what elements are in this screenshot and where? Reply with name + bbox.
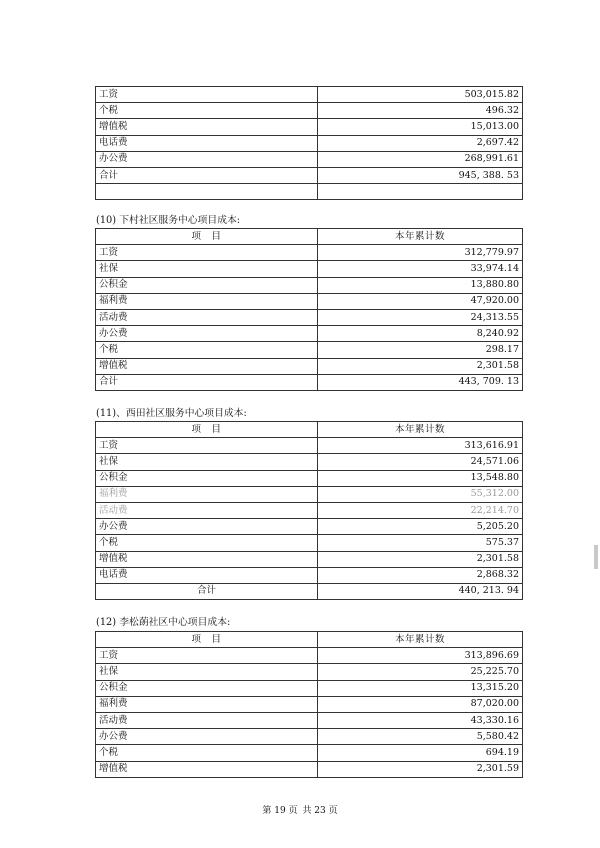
item-cell: 公积金 xyxy=(96,277,318,293)
item-cell: 福利费 xyxy=(96,293,318,309)
page-footer xyxy=(0,803,600,816)
table-row xyxy=(96,761,523,777)
amount-cell: 268,991.61 xyxy=(318,151,523,167)
amount-cell: 440, 213. 94 xyxy=(318,583,523,599)
item-cell: 电话费 xyxy=(96,135,318,151)
amount-cell: 24,313.55 xyxy=(318,309,523,325)
item-cell: 合计 xyxy=(96,167,318,183)
table-row xyxy=(96,151,523,167)
amount-cell: 13,880.80 xyxy=(318,277,523,293)
page-total: 共 23 页 xyxy=(302,806,338,816)
table-header-row xyxy=(96,422,523,438)
column-header-amount: 本年累计数 xyxy=(318,229,523,245)
table-row xyxy=(96,696,523,712)
amount-cell: 2,301.58 xyxy=(318,551,523,567)
table-row xyxy=(96,535,523,551)
table-row xyxy=(96,277,523,293)
section-title: (10) 下村社区服务中心项目成本: xyxy=(96,215,241,226)
column-header-item: 项 目 xyxy=(96,229,318,245)
item-cell: 增值税 xyxy=(96,761,318,777)
item-cell: 福利费 xyxy=(96,486,318,502)
item-cell: 工资 xyxy=(96,87,318,103)
table-row xyxy=(96,245,523,261)
amount-cell: 13,548.80 xyxy=(318,470,523,486)
item-cell: 合计 xyxy=(96,374,318,390)
page-number: 第 19 页 xyxy=(262,806,298,816)
table-row xyxy=(96,551,523,567)
total-row xyxy=(96,167,523,183)
section-title: (12) 李松蓢社区中心项目成本: xyxy=(96,617,231,628)
item-cell: 工资 xyxy=(96,438,318,454)
amount-cell: 2,697.42 xyxy=(318,135,523,151)
column-header-amount: 本年累计数 xyxy=(318,632,523,648)
cost-table-section-12 xyxy=(95,631,523,778)
cost-table-section-10 xyxy=(95,228,523,391)
item-cell: 福利费 xyxy=(96,696,318,712)
table-row xyxy=(96,309,523,325)
item-cell: 个税 xyxy=(96,535,318,551)
amount-cell: 575.37 xyxy=(318,535,523,551)
table-row xyxy=(96,358,523,374)
item-cell: 社保 xyxy=(96,454,318,470)
item-cell: 个税 xyxy=(96,103,318,119)
blank-row xyxy=(96,184,523,200)
amount-cell: 43,330.16 xyxy=(318,712,523,728)
amount-cell: 313,616.91 xyxy=(318,438,523,454)
item-cell: 活动费 xyxy=(96,712,318,728)
amount-cell: 312,779.97 xyxy=(318,245,523,261)
item-cell: 社保 xyxy=(96,261,318,277)
amount-cell: 2,868.32 xyxy=(318,567,523,583)
amount-cell: 945, 388. 53 xyxy=(318,167,523,183)
column-header-item: 项 目 xyxy=(96,422,318,438)
cost-table-section-9 xyxy=(95,86,523,200)
amount-cell: 443, 709. 13 xyxy=(318,374,523,390)
table-header-row xyxy=(96,632,523,648)
amount-cell: 313,896.69 xyxy=(318,648,523,664)
table-row xyxy=(96,326,523,342)
table-header-row xyxy=(96,229,523,245)
item-cell: 电话费 xyxy=(96,567,318,583)
column-header-amount: 本年累计数 xyxy=(318,422,523,438)
table-row xyxy=(96,438,523,454)
cost-table-section-11 xyxy=(95,421,523,600)
amount-cell: 25,225.70 xyxy=(318,664,523,680)
amount-cell: 298.17 xyxy=(318,342,523,358)
total-row xyxy=(96,583,523,599)
table-row xyxy=(96,486,523,502)
item-cell: 活动费 xyxy=(96,309,318,325)
item-cell: 工资 xyxy=(96,648,318,664)
table-row xyxy=(96,664,523,680)
item-cell: 增值税 xyxy=(96,358,318,374)
table-row xyxy=(96,680,523,696)
item-cell: 公积金 xyxy=(96,470,318,486)
amount-cell: 8,240.92 xyxy=(318,326,523,342)
amount-cell: 47,920.00 xyxy=(318,293,523,309)
item-cell: 办公费 xyxy=(96,729,318,745)
amount-cell: 2,301.58 xyxy=(318,358,523,374)
item-cell: 办公费 xyxy=(96,326,318,342)
table-row xyxy=(96,567,523,583)
table-row xyxy=(96,745,523,761)
item-cell: 工资 xyxy=(96,245,318,261)
item-cell: 社保 xyxy=(96,664,318,680)
table-row xyxy=(96,119,523,135)
amount-cell: 13,315.20 xyxy=(318,680,523,696)
table-row xyxy=(96,470,523,486)
table-row xyxy=(96,342,523,358)
item-cell: 增值税 xyxy=(96,119,318,135)
item-cell: 合计 xyxy=(96,583,318,599)
scan-edge-mark xyxy=(594,545,598,569)
item-cell: 活动费 xyxy=(96,502,318,518)
table-row xyxy=(96,293,523,309)
table-row xyxy=(96,712,523,728)
amount-cell: 55,312.00 xyxy=(318,486,523,502)
table-row xyxy=(96,648,523,664)
table-row xyxy=(96,454,523,470)
section-title: (11)、西田社区服务中心项目成本: xyxy=(96,408,247,419)
table-row xyxy=(96,261,523,277)
table-row xyxy=(96,135,523,151)
empty-cell xyxy=(318,184,523,200)
table-row xyxy=(96,502,523,518)
item-cell: 增值税 xyxy=(96,551,318,567)
amount-cell: 694.19 xyxy=(318,745,523,761)
item-cell: 个税 xyxy=(96,342,318,358)
amount-cell: 87,020.00 xyxy=(318,696,523,712)
table-row xyxy=(96,729,523,745)
table-row xyxy=(96,103,523,119)
item-cell: 个税 xyxy=(96,745,318,761)
table-row xyxy=(96,519,523,535)
amount-cell: 5,580.42 xyxy=(318,729,523,745)
table-row xyxy=(96,87,523,103)
item-cell: 公积金 xyxy=(96,680,318,696)
amount-cell: 503,015.82 xyxy=(318,87,523,103)
amount-cell: 15,013.00 xyxy=(318,119,523,135)
column-header-item: 项 目 xyxy=(96,632,318,648)
empty-cell xyxy=(96,184,318,200)
item-cell: 办公费 xyxy=(96,519,318,535)
amount-cell: 22,214.70 xyxy=(318,502,523,518)
item-cell: 办公费 xyxy=(96,151,318,167)
amount-cell: 496.32 xyxy=(318,103,523,119)
amount-cell: 33,974.14 xyxy=(318,261,523,277)
amount-cell: 5,205.20 xyxy=(318,519,523,535)
amount-cell: 24,571.06 xyxy=(318,454,523,470)
amount-cell: 2,301.59 xyxy=(318,761,523,777)
total-row xyxy=(96,374,523,390)
